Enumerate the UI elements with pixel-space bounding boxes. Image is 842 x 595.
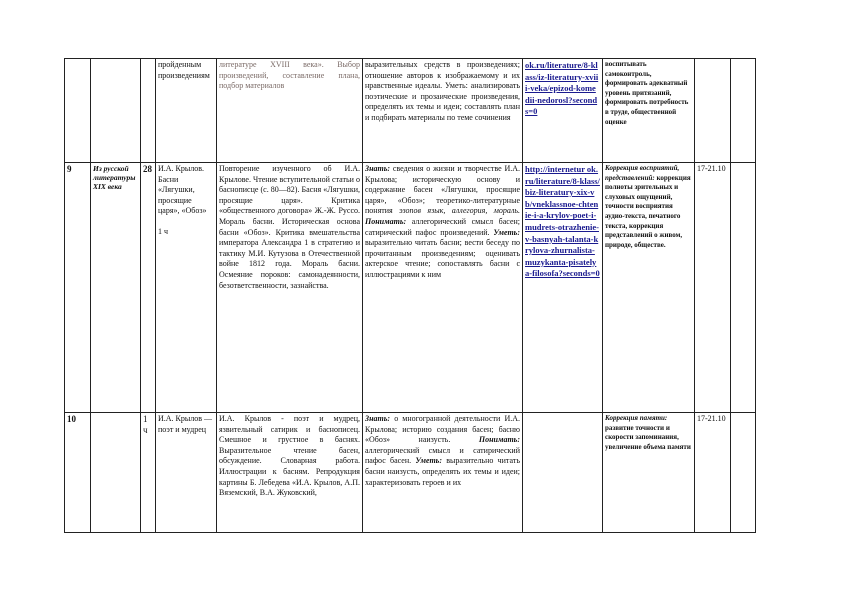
- table-row: [65, 59, 756, 163]
- hours-cell: [141, 59, 156, 163]
- correction-text: развитие точности и скорости запоминания, увеличение объема памяти: [605, 423, 691, 451]
- lesson-number-cell: 9: [65, 163, 91, 413]
- topic-cell: [156, 163, 217, 413]
- topic-cell: пройденным произведениям: [156, 59, 217, 163]
- correction-cell: [603, 163, 695, 413]
- table-row: [65, 163, 756, 413]
- lesson-number-cell: 10: [65, 413, 91, 533]
- terms-text: эзопов язык, аллегория, мораль.: [399, 206, 520, 216]
- lesson-plan-table: [64, 58, 756, 533]
- content-cell: И.А. Крылов - поэт и мудрец, язвительный сатирик и баснописец. Смешное и грустное в баснях. Выразительное чтение басен, обсуждение. Словарная работа. Иллюстрации к басням. Репродукция картины Б. Лебедева «И.А. Крылов, А.П. Вяземский, В.А. Жуковский,: [217, 413, 363, 533]
- requirements-cell: [363, 413, 523, 533]
- know-label: Знать:: [365, 164, 393, 173]
- correction-cell: воспитывать самоконтроль, формировать адекватный уровень притязаний, формировать потребность в труде, общественной оценке: [603, 59, 695, 163]
- section-cell: [91, 413, 141, 533]
- know-text: сведения о жизни и творчестве И.А. Крылова; историческую основу и содержание басен «Лягушки, просящие царя», «Обоз»; теоретико-литературные понятия: [365, 164, 521, 216]
- requirements-cell: выразительных средств в произведениях; отношение авторов к изображаемому и их нравственные идеалы. Уметь: анализировать поэтические и прозаические произведения, определять их темы и идеи; составлять план и подбирать материалы по теме сочинения: [363, 59, 523, 163]
- correction-label: Коррекция памяти:: [605, 414, 668, 422]
- resource-link-cell: [523, 163, 603, 413]
- resource-link[interactable]: http://internetur ok.ru/literature/8-klass/biz-literatury-xix-vb/vneklassnoe-chtenie-i-a-krylov-poet-i-mudrets-otrazhenie-v-basnyah-talanta-krylova-zhurnalista-muzykanta-pisatelya-filosofa?seconds=0: [525, 164, 600, 279]
- hours-cell: 28: [141, 163, 156, 413]
- hours-cell: 1 ч: [141, 413, 156, 533]
- correction-text: коррекция полноты зрительных и слуховых ощущений, точности восприятия аудио-текста, печатного текста, коррекция представлений о живом, природе, обществе.: [605, 173, 691, 249]
- understand-text: аллегорический смысл и сатирический пафос басен.: [365, 445, 520, 466]
- resource-link[interactable]: ok.ru/literature/8-klass/iz-literatury-xviii-veka/epizod-komedii-nedorosl?seconds=0: [525, 60, 599, 117]
- resource-link-cell: [523, 413, 603, 533]
- notes-cell: [731, 413, 756, 533]
- content-cell: Повторение изученного об И.А. Крылове. Чтение вступительной статьи о баснописце (с. 80—82). Басня «Лягушки, просящие царя». Критика «общественного договора» Ж.-Ж. Руссо. Мораль басни. Историческая основа басни «Обоз». Критика вмешательства императора Александра 1 в стратегию и тактику М.И. Кутузова в Отечественной войне 1812 года. Мораль басни. Осмеяние пороков: самонадеянности, безответственности, зазнайства.: [217, 163, 363, 413]
- lesson-number-cell: [65, 59, 91, 163]
- notes-cell: [731, 59, 756, 163]
- know-text: о многогранной деятельности И.А. Крылова; историю создания басен; басню «Обоз» наизусть.: [365, 414, 521, 445]
- know-label: Знать:: [365, 414, 395, 423]
- requirements-cell: [363, 163, 523, 413]
- section-cell: Из русской литературы XIX века: [91, 163, 141, 413]
- topic-cell: И.А. Крылов — поэт и мудрец: [156, 413, 217, 533]
- correction-cell: [603, 413, 695, 533]
- section-cell: [91, 59, 141, 163]
- date-cell: 17-21.10: [695, 163, 731, 413]
- topic-hours: 1 ч: [158, 226, 169, 236]
- can-text: выразительно читать басни; вести беседу по прочитанным произведениям; оценивать актерское чтение; сопоставлять басни с иллюстрациями к ним: [365, 238, 520, 279]
- can-label: Уметь:: [415, 456, 447, 466]
- date-cell: [695, 59, 731, 163]
- can-text: выразительно читать басни наизусть, определять их темы и идеи; характеризовать героев и их: [365, 456, 520, 487]
- understand-label: Понимать:: [365, 216, 412, 226]
- topic-text: И.А. Крылов. Басни «Лягушки, просящие царя», «Обоз»: [158, 164, 207, 216]
- table-row: [65, 413, 756, 533]
- notes-cell: [731, 163, 756, 413]
- correction-label: Коррекция восприятий, представлений:: [605, 164, 680, 182]
- resource-link-cell: [523, 59, 603, 163]
- date-cell: 17-21.10: [695, 413, 731, 533]
- understand-label: Понимать:: [478, 435, 520, 445]
- content-cell: литературе XVIII века». Выбор произведений, составление плана, подбор материалов: [217, 59, 363, 163]
- can-label: Уметь:: [493, 227, 520, 237]
- understand-text: аллегорический смысл басен; сатирический пафос произведений.: [365, 216, 521, 237]
